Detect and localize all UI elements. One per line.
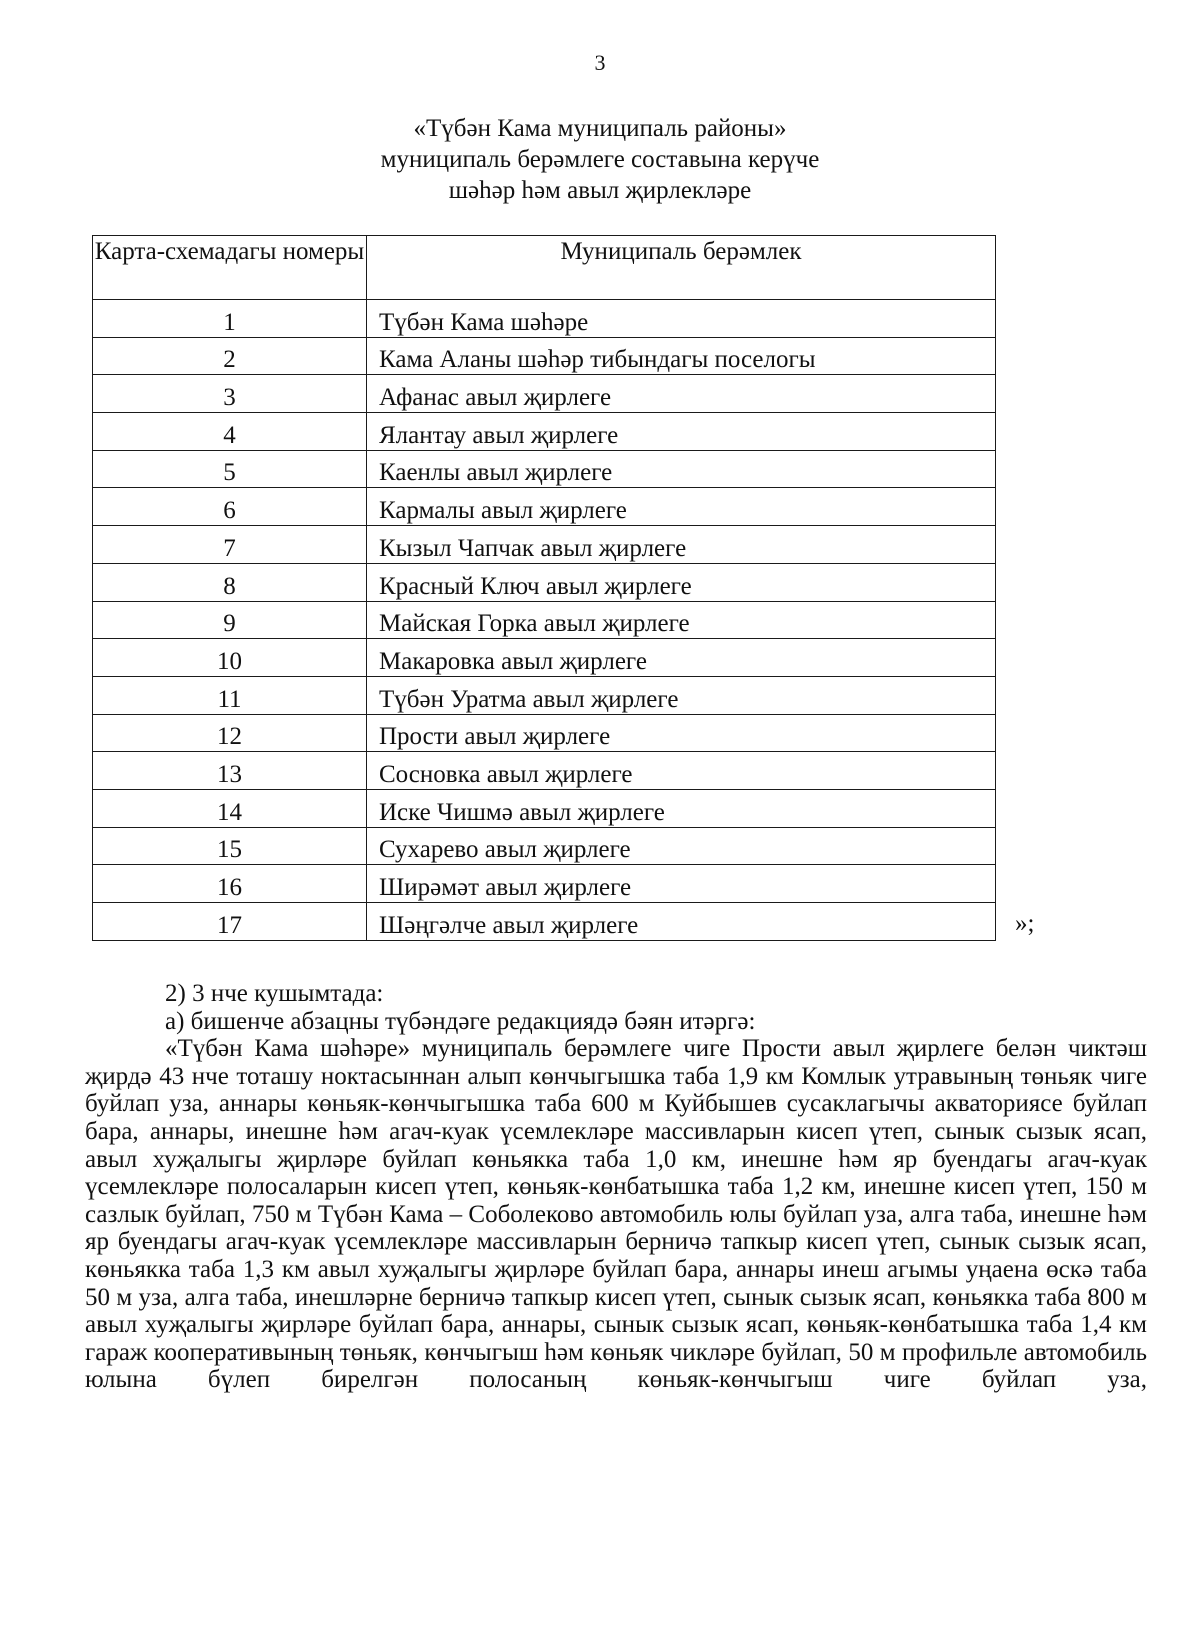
row-map-number: 14 xyxy=(93,789,367,827)
row-map-number: 5 xyxy=(93,450,367,488)
boundary-description-paragraph: «Түбән Кама шәһәре» муниципаль берәмлеге чиге Прости авыл җирлеге белән чиктәш җирдә 43 нче тоташу ноктасыннан алып көнчыгышка таба 1,9 км Комлык утравының төньяк чиге буйлап уза, аннары көньяк-көнчыгышка таба 600 м Куйбышев сусаклагычы акваториясе буйлап бара, аннары, инешне һәм агач-куак үсемлекләре массивларын кисеп үтеп, сынык сызык ясап, авыл хуҗалыгы җирләре буйлап көньякка таба 1,0 км, инешне һәм яр буендагы агач-куак үсемлекләре полосаларын кисеп үтеп, көньяк-көнбатышка таба 1,2 км, инешне кисеп үтеп, 150 м сазлык буйлап, 750 м Түбән Кама – Соболеково автомобиль юлы буйлап уза, алга таба, инешне һәм яр буендагы агач-куак үсемлекләре массивларын берничә тапкыр кисеп үтеп, сынык сызык ясап, көньякка таба 1,3 км авыл хуҗалыгы җирләре буйлап бара, аннары инеш агымы уңаена өскә таба 50 м уза, алга таба, инешләрне берничә тапкыр кисеп үтеп, сынык сызык ясап, көньякка таба 800 м авыл хуҗалыгы җирләре буйлап бара, аннары, сынык сызык ясап, көньяк-көнбатышка таба 1,4 км гараж кооперативының төньяк, көнчыгыш һәм көньяк чикләре буйлап, 50 м профильле автомобиль юлына бүлеп бирелгән полосаның көньяк-көнчыгыш чиге буйлап уза, xyxy=(85,1035,1147,1394)
table-row xyxy=(93,488,996,526)
row-map-number: 12 xyxy=(93,714,367,752)
document-title xyxy=(0,113,1200,206)
title-line: муниципаль берәмлеге составына керүче xyxy=(380,146,820,173)
table-row xyxy=(93,789,996,827)
table-row xyxy=(93,676,996,714)
row-municipality-name: Сухарево авыл җирлеге xyxy=(367,827,996,865)
table-row xyxy=(93,601,996,639)
row-municipality-name: Кама Аланы шәһәр тибындагы поселогы xyxy=(367,337,996,375)
row-map-number: 2 xyxy=(93,337,367,375)
row-municipality-name: Афанас авыл җирлеге xyxy=(367,375,996,413)
row-map-number: 15 xyxy=(93,827,367,865)
page-number: 3 xyxy=(594,50,606,75)
table-row xyxy=(93,714,996,752)
row-map-number: 11 xyxy=(93,676,367,714)
row-municipality-name: Кармалы авыл җирлеге xyxy=(367,488,996,526)
row-municipality-name: Шәңгәлче авыл җирлеге xyxy=(367,903,996,941)
row-municipality-name: Сосновка авыл җирлеге xyxy=(367,752,996,790)
row-municipality-name: Ширәмәт авыл җирлеге xyxy=(367,865,996,903)
row-municipality-name: Каенлы авыл җирлеге xyxy=(367,450,996,488)
body-text xyxy=(85,980,1147,1394)
item-2-heading: 2) 3 нче кушымтада: xyxy=(165,980,384,1007)
table-row xyxy=(93,827,996,865)
row-municipality-name: Иске Чишмә авыл җирлеге xyxy=(367,789,996,827)
table-row xyxy=(93,526,996,564)
item-a-heading: а) бишенче абзацны түбәндәге редакциядә бәян итәргә: xyxy=(165,1007,756,1035)
row-municipality-name: Прости авыл җирлеге xyxy=(367,714,996,752)
header-map-number: Карта-схемадагы номеры xyxy=(93,236,367,300)
row-municipality-name: Макаровка авыл җирлеге xyxy=(367,639,996,677)
row-map-number: 16 xyxy=(93,865,367,903)
table-row xyxy=(93,337,996,375)
table-row xyxy=(93,375,996,413)
row-map-number: 9 xyxy=(93,601,367,639)
row-municipality-name: Түбән Уратма авыл җирлеге xyxy=(367,676,996,714)
row-municipality-name: Майская Горка авыл җирлеге xyxy=(367,601,996,639)
table-row xyxy=(93,300,996,338)
title-line: шәһәр һәм авыл җирлекләре xyxy=(448,177,752,204)
table-row xyxy=(93,639,996,677)
row-municipality-name: Түбән Кама шәһәре xyxy=(367,300,996,338)
row-map-number: 7 xyxy=(93,526,367,564)
row-map-number: 17 xyxy=(93,903,367,941)
row-map-number: 10 xyxy=(93,639,367,677)
row-map-number: 13 xyxy=(93,752,367,790)
table-row xyxy=(93,903,996,941)
row-municipality-name: Кызыл Чапчак авыл җирлеге xyxy=(367,526,996,564)
header-municipality: Муниципаль берәмлек xyxy=(367,236,996,300)
row-map-number: 6 xyxy=(93,488,367,526)
row-municipality-name: Ялантау авыл җирлеге xyxy=(367,413,996,451)
table-row xyxy=(93,450,996,488)
table-row xyxy=(93,413,996,451)
table-body xyxy=(93,300,996,941)
row-map-number: 4 xyxy=(93,413,367,451)
row-municipality-name: Красный Ключ авыл җирлеге xyxy=(367,563,996,601)
table-row xyxy=(93,865,996,903)
row-map-number: 8 xyxy=(93,563,367,601)
row-map-number: 1 xyxy=(93,300,367,338)
table-row xyxy=(93,752,996,790)
closing-quote-mark: »; xyxy=(1015,910,1035,937)
settlements-table xyxy=(92,235,996,941)
row-map-number: 3 xyxy=(93,375,367,413)
table-header-row xyxy=(93,236,996,300)
table-row xyxy=(93,563,996,601)
title-line: «Түбән Кама муниципаль районы» xyxy=(413,115,787,142)
